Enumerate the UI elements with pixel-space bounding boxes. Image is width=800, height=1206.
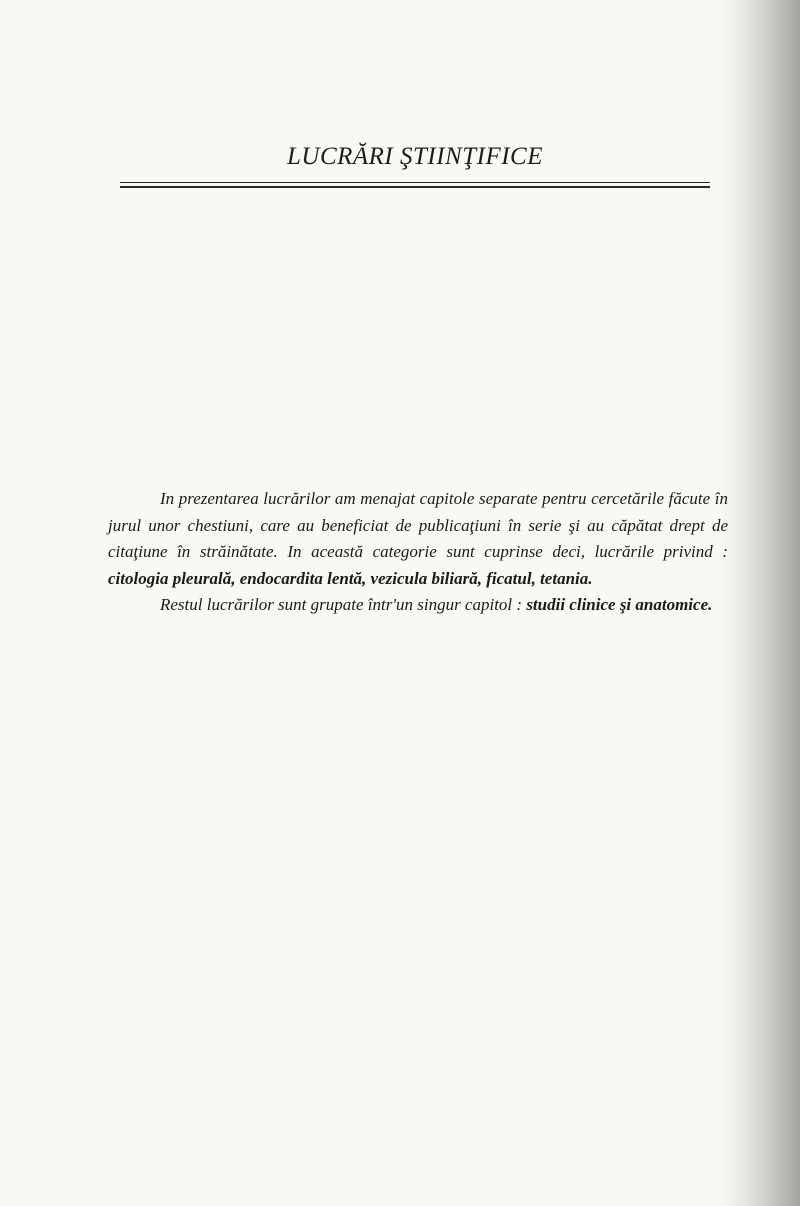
title-rule-thin [120, 182, 710, 183]
paragraph-rest [108, 592, 728, 619]
paragraph-intro-text: In prezentarea lucrărilor am menajat capitole separate pentru cercetările făcute în jurul unor chestiuni, care au beneficiat de publicaţiuni în serie şi au căpătat drept de citaţiune în străinătate. In această categorie sunt cuprinse deci, lucrările privind : [108, 489, 728, 561]
paragraph-rest-text: Restul lucrărilor sunt grupate într'un singur capitol : [160, 595, 527, 614]
title-rule-thick [120, 186, 710, 188]
paragraph-intro [108, 486, 728, 592]
paragraph-intro-topics: citologia pleurală, endocardita lentă, vezicula biliară, ficatul, tetania. [108, 568, 593, 588]
paragraph-rest-topic: studii clinice şi anatomice. [526, 595, 713, 614]
page-title: LUCRĂRI ŞTIINŢIFICE [286, 143, 544, 170]
body-text [108, 486, 728, 619]
